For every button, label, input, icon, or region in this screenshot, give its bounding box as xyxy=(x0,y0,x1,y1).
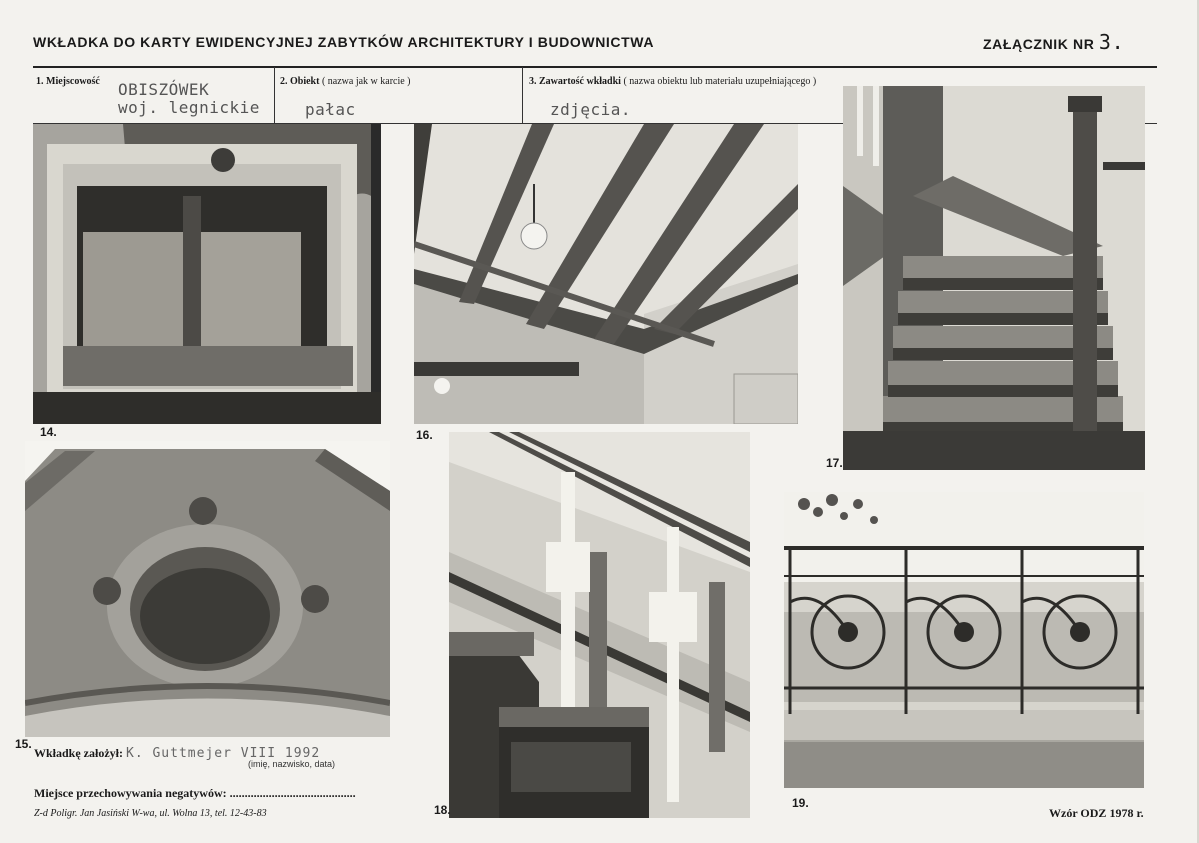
locality-value-line1: OBISZÓWEK xyxy=(118,80,210,99)
annex-label-text: ZAŁĄCZNIK NR xyxy=(983,36,1095,52)
photo-ceiling xyxy=(414,124,798,424)
photo-oculus-number: 15. xyxy=(15,737,32,751)
photo-window xyxy=(33,124,381,424)
photo-oculus xyxy=(25,441,390,737)
negatives-label: Miejsce przechowywania negatywów: xyxy=(34,786,227,800)
object-value: pałac xyxy=(305,100,356,119)
sheet-title: WKŁADKA DO KARTY EWIDENCYJNEJ ZABYTKÓW ARCHITEKTURY I BUDOWNICTWA xyxy=(33,34,655,50)
photo-staircase xyxy=(843,86,1145,470)
object-label: 2. Obiekt ( nazwa jak w karcie ) xyxy=(280,76,411,87)
form-id: Wzór ODZ 1978 r. xyxy=(1049,806,1144,820)
header-rule xyxy=(33,66,1157,68)
photo-railing-number: 19. xyxy=(792,796,809,810)
printer-credit: Z-d Poligr. Jan Jasiński W-wa, ul. Wolna 13, tel. 12-43-83 xyxy=(34,808,267,819)
founder-label: Wkładkę założył: xyxy=(34,746,123,760)
founder-hint: (imię, nazwisko, data) xyxy=(248,759,336,769)
field-divider-1 xyxy=(274,67,275,124)
annex-label xyxy=(983,30,1124,54)
photo-ceiling-number: 16. xyxy=(416,428,433,442)
contents-value: zdjęcia. xyxy=(550,100,632,119)
negatives-blank: .......................................... xyxy=(229,786,356,800)
photo-balusters-number: 18. xyxy=(434,803,451,817)
locality-label: 1. Miejscowość xyxy=(36,76,100,87)
founder-value: K. Guttmejer VIII 1992 xyxy=(126,746,321,761)
locality-value-line2: woj. legnickie xyxy=(118,98,260,117)
photo-window-number: 14. xyxy=(40,425,57,439)
photo-railing xyxy=(784,492,1144,788)
photo-balusters xyxy=(449,432,750,818)
negatives-line xyxy=(34,786,356,801)
field-divider-2 xyxy=(522,67,523,124)
photo-staircase-number: 17. xyxy=(826,456,843,470)
contents-label: 3. Zawartość wkładki ( nazwa obiektu lub materiału uzupełniającego ) xyxy=(529,76,817,87)
annex-number: 3. xyxy=(1098,30,1125,54)
